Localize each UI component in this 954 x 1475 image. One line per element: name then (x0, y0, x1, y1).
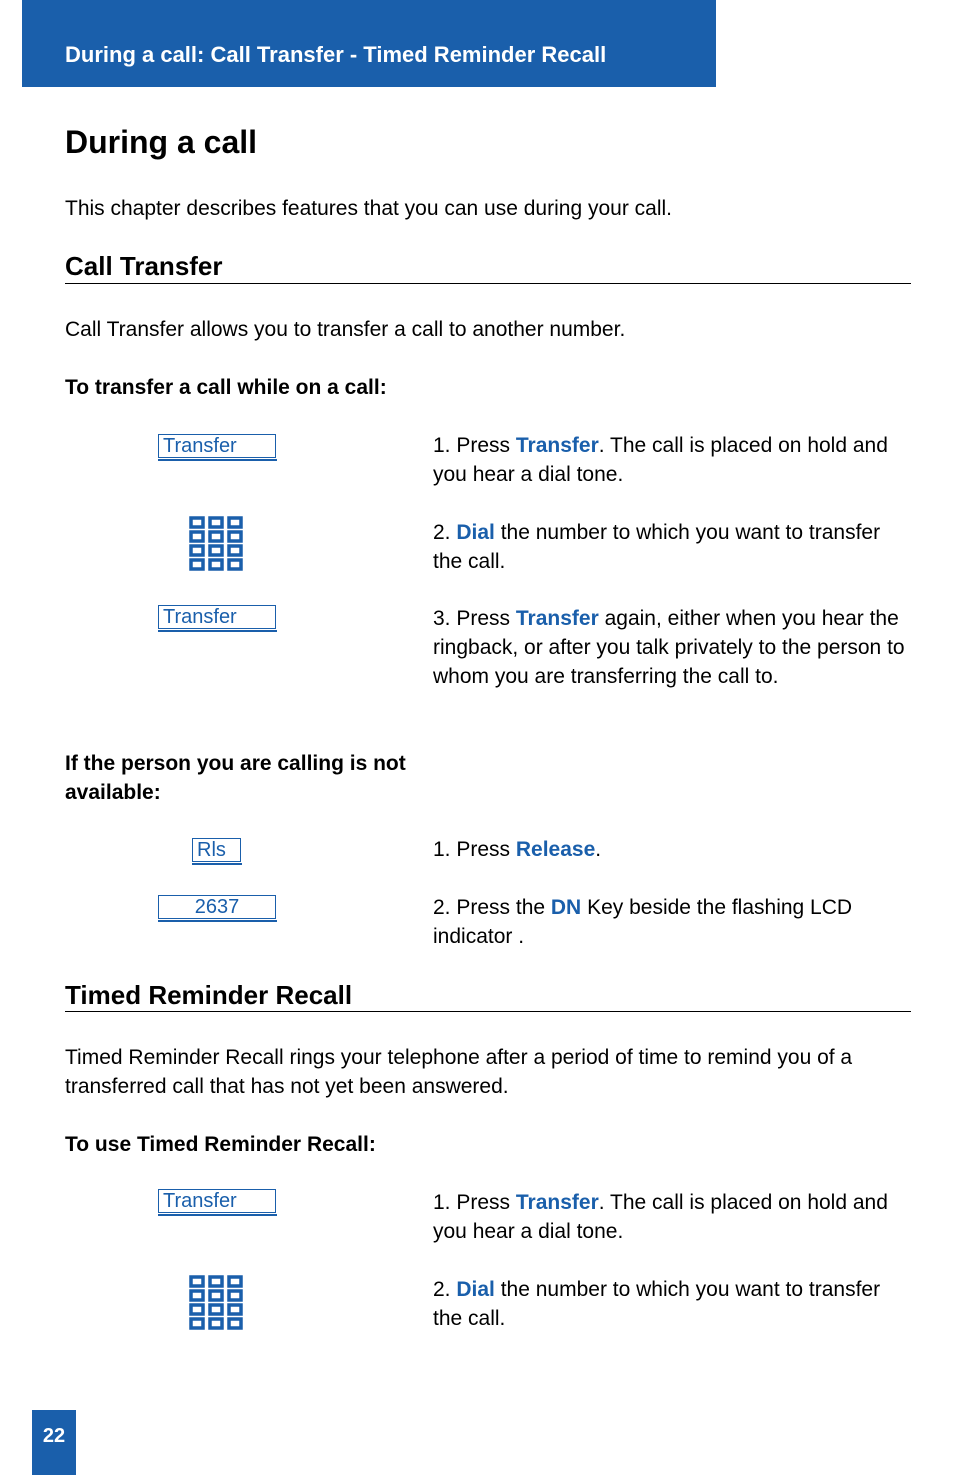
trr-step-1: 1. Press Transfer. The call is placed on hold and you hear a dial tone. (433, 1191, 888, 1243)
transfer-key[interactable]: Transfer (158, 605, 276, 629)
step-3: 3. Press Transfer again, either when you hear the ringback, or after you talk privately to the person to whom you are transferring the call to. (433, 607, 905, 688)
step-1: 1. Press Transfer. The call is placed on hold and you hear a dial tone. (433, 434, 888, 486)
transfer-key[interactable]: Transfer (158, 1189, 276, 1213)
keyword: Dial (456, 521, 495, 544)
keyword: Transfer (515, 1191, 599, 1214)
release-key[interactable]: Rls (192, 838, 241, 862)
running-title: During a call: Call Transfer - Timed Reminder Recall (65, 42, 607, 67)
section-rule (65, 283, 911, 284)
unavailable-step-1: 1. Press Release. (433, 838, 602, 861)
step-2: 2. Dial the number to which you want to transfer the call. (433, 521, 881, 573)
keyword: Transfer (515, 607, 599, 630)
transfer-key[interactable]: Transfer (158, 434, 276, 458)
trr-step-2: 2. Dial the number to which you want to transfer the call. (433, 1278, 881, 1330)
dialpad-icon (189, 516, 243, 572)
procedure-title: To transfer a call while on a call: (65, 376, 387, 399)
keyword: Transfer (515, 434, 599, 457)
keyword: Release (515, 838, 596, 861)
keyword: Dial (456, 1278, 495, 1301)
dn-key[interactable]: 2637 (158, 895, 276, 919)
dialpad-icon (189, 1275, 243, 1331)
call-transfer-description: Call Transfer allows you to transfer a call to another number. (65, 318, 626, 341)
timed-reminder-heading: Timed Reminder Recall (65, 980, 353, 1010)
page-title: During a call (65, 124, 258, 160)
procedure-title: To use Timed Reminder Recall: (65, 1133, 376, 1156)
intro-text: This chapter describes features that you can use during your call. (65, 197, 672, 220)
header-band (22, 0, 716, 87)
call-transfer-heading: Call Transfer (65, 251, 223, 281)
unavailable-step-2: 2. Press the DN Key beside the flashing LCD indicator . (433, 896, 853, 948)
unavailable-title: If the person you are calling is not available: (65, 752, 406, 804)
timed-reminder-description: Timed Reminder Recall rings your telephone after a period of time to remind you of a transferred call that has not yet been answered. (65, 1046, 853, 1098)
section-rule (65, 1011, 911, 1012)
page-number: 22 (32, 1410, 76, 1475)
keyword: DN (550, 896, 582, 919)
